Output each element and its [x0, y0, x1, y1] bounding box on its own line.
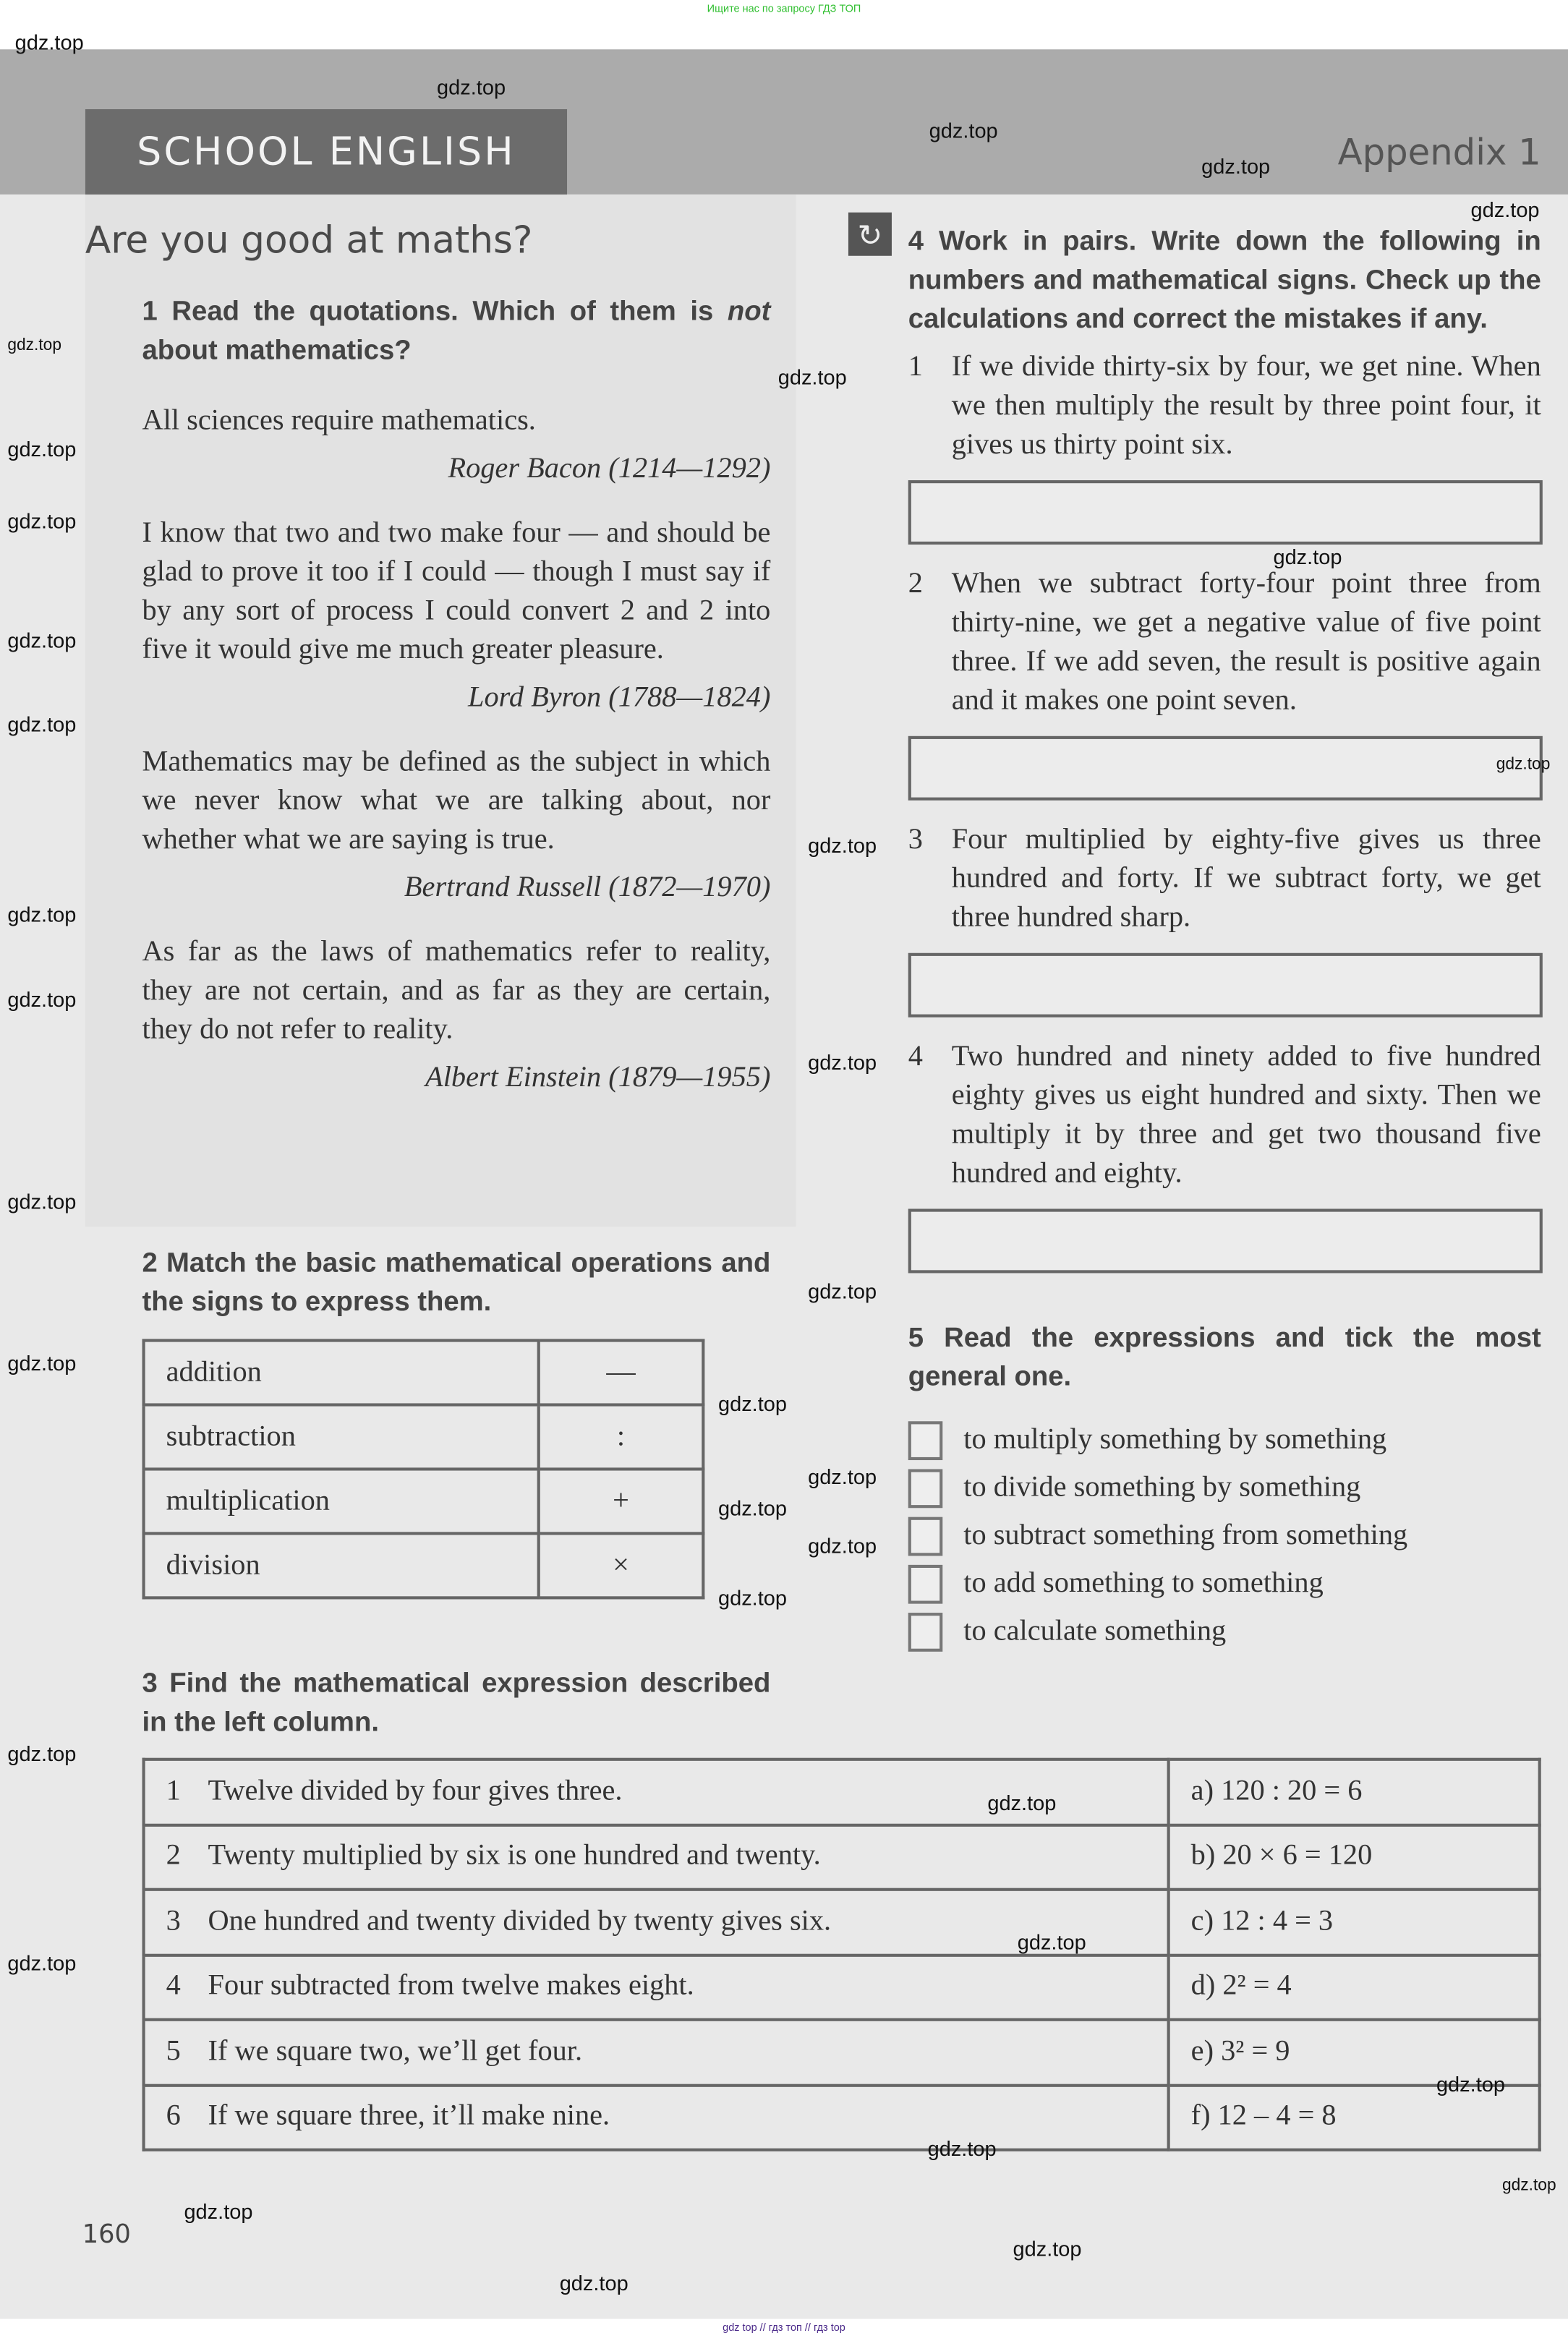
description-cell: [144, 2085, 1169, 2150]
checkbox[interactable]: [908, 1517, 943, 1556]
description-cell: [144, 1890, 1169, 1955]
watermark: gdz.top: [808, 1533, 877, 1558]
table-row: [144, 1469, 704, 1533]
quote-2: [142, 515, 771, 718]
quote-author: [142, 1059, 771, 1099]
row-text: Four subtracted from twelve makes eight.: [208, 1970, 694, 2002]
quote-author: [142, 679, 771, 718]
checkbox[interactable]: [908, 1613, 943, 1652]
watermark: gdz.top: [1017, 1929, 1086, 1954]
watermark: gdz.top: [7, 1950, 77, 1975]
quote-author: [142, 451, 771, 490]
item-text: Four multiplied by eighty-five gives us three hundred and forty. If we subtract forty, we get three hundred sharp.: [951, 824, 1541, 934]
description-cell: [144, 2020, 1169, 2085]
ex4-item-3: [908, 822, 1541, 938]
item-text: Two hundred and ninety added to five hundred eighty gives us eight hundred and sixty. Then we multiply it by three and get two thousand five hundred and eighty.: [951, 1041, 1541, 1190]
option-label: to calculate something: [963, 1616, 1227, 1647]
item-number: 3: [908, 824, 923, 856]
watermark: gdz.top: [1013, 2236, 1082, 2261]
option-label: to multiply something by something: [963, 1424, 1387, 1456]
ex4-item-4: [908, 1038, 1541, 1194]
watermark: gdz.top: [7, 437, 77, 461]
expression-cell: b) 20 × 6 = 120: [1169, 1825, 1540, 1890]
option-divide[interactable]: [908, 1466, 1541, 1511]
author-years: (1879—1955): [608, 1062, 771, 1094]
watermark: gdz.top: [717, 1391, 788, 1415]
row-number: 6: [166, 2100, 181, 2133]
watermark: gdz.top: [1501, 2176, 1556, 2195]
watermark: gdz.top: [1496, 755, 1551, 774]
watermark: gdz.top: [7, 336, 62, 355]
sign-cell: —: [539, 1341, 704, 1405]
top-note: Ищите нас по запросу ГДЗ ТОП: [707, 4, 861, 15]
appendix-label: Appendix 1: [1337, 132, 1541, 174]
quote-text: As far as the laws of mathematics refer to reality, they are not certain, and as far as they are certain, they do not refer to reality.: [142, 937, 771, 1046]
table-row: [144, 1955, 1540, 2020]
section-brand: SCHOOL ENGLISH: [85, 109, 567, 195]
quote-text: I know that two and two make four — and should be glad to prove it too if I could — though I must say if by any sort of process I could convert 2 and 2 into five it would give me much greater pleasure.: [142, 517, 771, 666]
table-row: [144, 1760, 1540, 1825]
ex1-number: 1: [142, 294, 158, 326]
sign-cell: ×: [539, 1533, 704, 1598]
row-text: If we square two, we’ll get four.: [208, 2035, 583, 2068]
table-row: [144, 1825, 1540, 1890]
row-number: 5: [166, 2035, 181, 2068]
item-number: 2: [908, 568, 923, 600]
answer-box-1[interactable]: [908, 480, 1543, 545]
author-name: Albert Einstein: [425, 1062, 602, 1094]
expression-cell: d) 2² = 4: [1169, 1955, 1540, 2020]
expression-cell: c) 12 : 4 = 3: [1169, 1890, 1540, 1955]
author-name: Lord Byron: [468, 682, 602, 714]
row-number: 2: [166, 1840, 181, 1872]
watermark: gdz.top: [7, 508, 77, 533]
item-text: If we divide thirty-six by four, we get nine. When we then multiply the result by three point four, it gives us thirty point six.: [951, 351, 1541, 461]
expression-cell: e) 3² = 9: [1169, 2020, 1540, 2085]
table-row: [144, 2085, 1540, 2150]
row-number: 4: [166, 1970, 181, 2002]
option-calculate[interactable]: [908, 1610, 1541, 1655]
watermark: gdz.top: [7, 1741, 77, 1766]
operations-table: [142, 1339, 705, 1599]
page-number: 160: [82, 2219, 131, 2251]
ex1-heading: [142, 291, 771, 370]
watermark: gdz.top: [7, 987, 77, 1012]
sign-cell: :: [539, 1405, 704, 1470]
author-years: (1214—1292): [608, 453, 771, 485]
quote-text: Mathematics may be defined as the subject in which we never know what we are talking about, nor whether what we are saying is true.: [142, 746, 771, 856]
table-row: [144, 1405, 704, 1470]
expressions-table: [142, 1758, 1541, 2151]
answer-box-2[interactable]: [908, 736, 1543, 801]
quote-text: All sciences require mathematics.: [142, 405, 536, 438]
watermark: gdz.top: [1201, 154, 1271, 179]
right-column: [908, 221, 1541, 1655]
watermark: gdz.top: [927, 2136, 997, 2161]
watermark: gdz.top: [929, 118, 998, 142]
item-number: 1: [908, 351, 923, 383]
watermark: gdz.top: [437, 74, 506, 99]
row-text: If we square three, it’ll make nine.: [208, 2100, 610, 2133]
option-label: to subtract something from something: [963, 1519, 1408, 1552]
quote-3: [142, 743, 771, 908]
operation-cell: addition: [144, 1341, 539, 1405]
watermark: gdz.top: [987, 1791, 1057, 1815]
row-number: 1: [166, 1775, 181, 1807]
checkbox[interactable]: [908, 1469, 943, 1508]
watermark: gdz.top: [808, 1464, 877, 1489]
ex5-heading: 5 Read the expressions and tick the most general one.: [908, 1321, 1541, 1391]
author-years: (1788—1824): [608, 682, 771, 714]
watermark: gdz.top: [717, 1585, 788, 1610]
operation-cell: multiplication: [144, 1469, 539, 1533]
option-add[interactable]: [908, 1562, 1541, 1607]
watermark: gdz.top: [7, 1189, 77, 1213]
author-years: (1872—1970): [608, 872, 771, 904]
row-number: 3: [166, 1906, 181, 1937]
option-multiply[interactable]: [908, 1418, 1541, 1463]
watermark: gdz.top: [777, 364, 847, 389]
section-title: Are you good at maths?: [85, 218, 533, 263]
answer-box-4[interactable]: [908, 1209, 1543, 1274]
description-cell: [144, 1825, 1169, 1890]
description-cell: [144, 1955, 1169, 2020]
watermark: gdz.top: [184, 2198, 253, 2224]
expression-cell: f) 12 – 4 = 8: [1169, 2085, 1540, 2150]
pair-work-icon: ↻: [848, 213, 892, 256]
option-subtract[interactable]: [908, 1514, 1541, 1559]
table-row: [144, 1533, 704, 1598]
ex4-heading: 4 Work in pairs. Write down the following in numbers and mathematical signs. Check up the calculations and correct the mistakes if any.: [908, 224, 1541, 334]
ex4-item-1: [908, 349, 1541, 465]
ex1-heading-b: about mathematics?: [142, 333, 412, 365]
item-text: When we subtract forty-four point three from thirty-nine, we get a negative value of five point three. If we add seven, the result is positive again and it makes one point seven.: [951, 568, 1541, 717]
watermark: gdz.top: [808, 1050, 877, 1075]
ex1-heading-not: not: [727, 294, 771, 326]
quote-author: [142, 869, 771, 908]
watermark: gdz.top: [1436, 2072, 1505, 2097]
option-label: to divide something by something: [963, 1472, 1361, 1504]
ex3-heading: 3 Find the mathematical expression described in the left column.: [142, 1666, 771, 1737]
watermark: gdz.top: [7, 712, 77, 736]
item-number: 4: [908, 1041, 923, 1073]
answer-box-3[interactable]: [908, 953, 1543, 1018]
watermark: gdz.top: [559, 2271, 629, 2295]
quote-4: [142, 934, 771, 1099]
table-row: [144, 2020, 1540, 2085]
footer-note: gdz top // гдз топ // гдз top: [723, 2323, 845, 2334]
watermark: gdz.top: [717, 1496, 788, 1520]
table-row: [144, 1890, 1540, 1955]
watermark: gdz.top: [7, 902, 77, 926]
row-text: One hundred and twenty divided by twenty gives six.: [208, 1906, 832, 1937]
option-label: to add something to something: [963, 1567, 1324, 1600]
watermark: gdz.top: [808, 833, 877, 858]
operation-cell: subtraction: [144, 1405, 539, 1470]
row-text: Twenty multiplied by six is one hundred and twenty.: [208, 1840, 821, 1872]
author-name: Bertrand Russell: [404, 872, 602, 904]
operation-cell: division: [144, 1533, 539, 1598]
watermark: gdz.top: [1273, 545, 1342, 569]
expression-cell: a) 120 : 20 = 6: [1169, 1760, 1540, 1825]
ex1-heading-a: Read the quotations. Which of them is: [171, 294, 714, 326]
table-row: [144, 1341, 704, 1405]
sign-cell: +: [539, 1469, 704, 1533]
watermark: gdz.top: [14, 30, 84, 54]
ex1-section: [142, 291, 771, 1098]
quote-1: [142, 402, 771, 489]
watermark: gdz.top: [808, 1279, 877, 1303]
watermark: gdz.top: [7, 1351, 77, 1375]
watermark: gdz.top: [7, 628, 77, 652]
watermark: gdz.top: [1470, 197, 1540, 222]
ex4-item-2: [908, 566, 1541, 721]
row-text: Twelve divided by four gives three.: [208, 1775, 623, 1807]
checkbox[interactable]: [908, 1421, 943, 1460]
author-name: Roger Bacon: [448, 453, 602, 485]
checkbox[interactable]: [908, 1565, 943, 1604]
ex2-heading: 2 Match the basic mathematical operations and the signs to express them.: [142, 1246, 771, 1317]
